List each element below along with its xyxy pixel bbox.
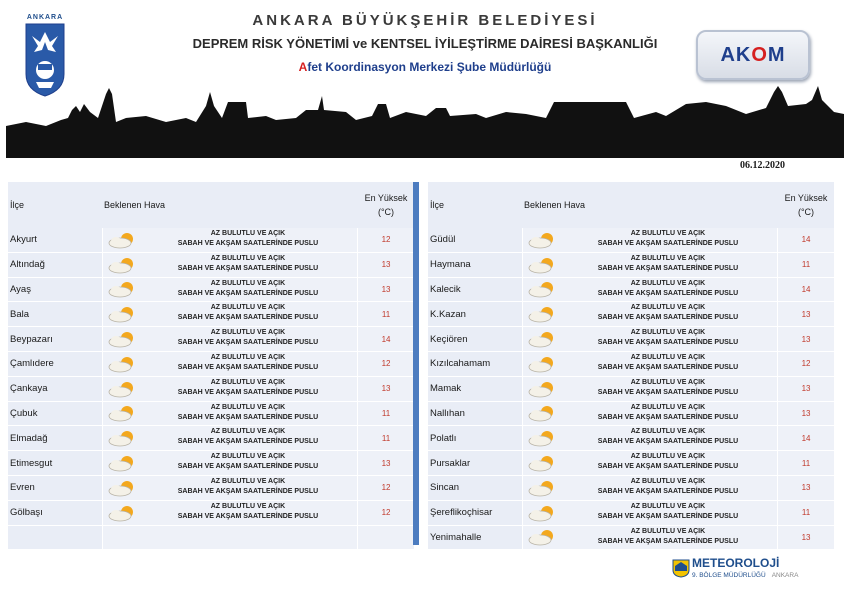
partly-cloudy-icon: [107, 329, 139, 349]
weather-line-2: SABAH VE AKŞAM SAATLERİNDE PUSLU: [597, 240, 739, 247]
district-name: Sincan: [428, 476, 522, 500]
meteoroloji-logo: [672, 556, 822, 584]
max-temp: 12: [357, 352, 414, 376]
table-row: [8, 253, 414, 278]
empty-row: [8, 526, 414, 550]
weather-line-1: AZ BULUTLU VE AÇIK: [210, 502, 286, 510]
weather-cell: [522, 253, 777, 277]
weather-line-2: SABAH VE AKŞAM SAATLERİNDE PUSLU: [177, 487, 319, 495]
partly-cloudy-icon: [527, 255, 559, 275]
ankara-skyline-icon: [6, 82, 844, 158]
table-row: [8, 451, 414, 476]
max-temp: 13: [357, 377, 414, 401]
partly-cloudy-icon: [107, 478, 139, 498]
district-name: K.Kazan: [428, 302, 522, 326]
header-max-temp-label: En Yüksek: [364, 193, 408, 203]
weather-cell: [102, 501, 357, 525]
max-temp: 11: [357, 426, 414, 450]
header-max-temp: [358, 182, 414, 228]
weather-line-2: SABAH VE AKŞAM SAATLERİNDE PUSLU: [597, 363, 739, 371]
weather-line-1: AZ BULUTLU VE AÇIK: [210, 353, 286, 361]
weather-cell: [102, 228, 357, 252]
weather-description: [139, 353, 357, 373]
weather-cell: [522, 526, 777, 550]
table-row: [428, 526, 834, 551]
weather-description: [559, 303, 777, 323]
weather-line-2: SABAH VE AKŞAM SAATLERİNDE PUSLU: [177, 413, 319, 421]
district-name: Yenimahalle: [428, 526, 522, 550]
max-temp: 12: [357, 476, 414, 500]
weather-cell: [522, 377, 777, 401]
table-header: [428, 182, 834, 228]
partly-cloudy-icon: [107, 304, 139, 324]
header: [0, 0, 850, 160]
district-name: Kalecik: [428, 278, 522, 302]
weather-cell: [102, 426, 357, 450]
table-row: [8, 278, 414, 303]
weather-line-2: SABAH VE AKŞAM SAATLERİNDE PUSLU: [177, 289, 319, 297]
partly-cloudy-icon: [527, 304, 559, 324]
weather-line-2: SABAH VE AKŞAM SAATLERİNDE PUSLU: [597, 537, 739, 545]
weather-line-1: AZ BULUTLU VE AÇIK: [630, 527, 706, 535]
partly-cloudy-icon: [107, 403, 139, 423]
weather-description: [139, 328, 357, 348]
max-temp: 11: [357, 302, 414, 326]
header-max-temp: [778, 182, 834, 228]
district-name: Çubuk: [8, 402, 102, 426]
max-temp: 11: [777, 253, 834, 277]
weather-description: [559, 427, 777, 447]
header-max-temp-unit: (°C): [377, 207, 395, 217]
header-max-temp-unit: (°C): [797, 207, 815, 217]
department-title: DEPREM RİSK YÖNETİMİ ve KENTSEL İYİLEŞTİRME DAİRESİ BAŞKANLIĞI: [192, 36, 658, 51]
meteoroloji-title: METEOROLOJİ: [692, 556, 780, 570]
weather-line-2: SABAH VE AKŞAM SAATLERİNDE PUSLU: [597, 264, 739, 272]
weather-cell: [102, 253, 357, 277]
weather-description: [559, 403, 777, 423]
max-temp: 13: [777, 377, 834, 401]
weather-line-1: AZ BULUTLU VE AÇIK: [630, 304, 706, 312]
weather-description: [139, 403, 357, 423]
page-title: ANKARA BÜYÜKŞEHİR BELEDİYESİ: [252, 12, 598, 29]
partly-cloudy-icon: [107, 255, 139, 275]
weather-line-1: AZ BULUTLU VE AÇIK: [630, 353, 706, 361]
partly-cloudy-icon: [527, 379, 559, 399]
akom-logo-ak: AK: [720, 43, 752, 66]
district-name: Beypazarı: [8, 327, 102, 351]
district-name: Elmadağ: [8, 426, 102, 450]
partly-cloudy-icon: [107, 279, 139, 299]
table-row: [8, 302, 414, 327]
weather-line-2: SABAH VE AKŞAM SAATLERİNDE PUSLU: [177, 438, 319, 446]
max-temp: 14: [777, 426, 834, 450]
weather-line-1: AZ BULUTLU VE AÇIK: [630, 502, 706, 510]
table-row: [428, 402, 834, 427]
weather-cell: [102, 377, 357, 401]
weather-line-2: SABAH VE AKŞAM SAATLERİNDE PUSLU: [597, 413, 739, 421]
weather-cell: [522, 501, 777, 525]
weather-line-1: AZ BULUTLU VE AÇIK: [210, 378, 286, 386]
forecast-table-left: [8, 182, 414, 549]
max-temp: 13: [357, 451, 414, 475]
max-temp: 12: [777, 352, 834, 376]
table-row: [428, 426, 834, 451]
weather-line-1: AZ BULUTLU VE AÇIK: [210, 477, 286, 485]
max-temp: 13: [777, 402, 834, 426]
table-divider: [413, 182, 419, 545]
weather-line-1: AZ BULUTLU VE AÇIK: [210, 329, 286, 337]
weather-line-2: SABAH VE AKŞAM SAATLERİNDE PUSLU: [177, 339, 319, 347]
weather-line-1: AZ BULUTLU VE AÇIK: [210, 230, 286, 237]
weather-cell: [522, 302, 777, 326]
weather-cell: [522, 426, 777, 450]
table-row: [8, 476, 414, 501]
partly-cloudy-icon: [527, 527, 559, 547]
branch-title-rest: fet Koordinasyon Merkezi Şube Müdürlüğü: [307, 60, 552, 74]
table-row: [428, 352, 834, 377]
table-row: [8, 327, 414, 352]
weather-description: [139, 229, 357, 249]
table-row: [8, 426, 414, 451]
weather-description: [139, 279, 357, 299]
header-district: İlçe: [10, 200, 25, 210]
partly-cloudy-icon: [107, 503, 139, 523]
weather-cell: [102, 327, 357, 351]
weather-line-2: SABAH VE AKŞAM SAATLERİNDE PUSLU: [177, 240, 319, 247]
weather-line-2: SABAH VE AKŞAM SAATLERİNDE PUSLU: [177, 363, 319, 371]
weather-line-1: AZ BULUTLU VE AÇIK: [210, 279, 286, 287]
weather-description: [139, 452, 357, 472]
district-name: Haymana: [428, 253, 522, 277]
weather-line-1: AZ BULUTLU VE AÇIK: [630, 254, 706, 262]
weather-description: [559, 254, 777, 274]
weather-line-2: SABAH VE AKŞAM SAATLERİNDE PUSLU: [597, 512, 739, 520]
weather-description: [139, 427, 357, 447]
district-name: Nallıhan: [428, 402, 522, 426]
weather-description: [559, 527, 777, 547]
table-row: [428, 228, 834, 253]
partly-cloudy-icon: [527, 329, 559, 349]
weather-cell: [522, 402, 777, 426]
weather-line-1: AZ BULUTLU VE AÇIK: [210, 453, 286, 461]
weather-line-2: SABAH VE AKŞAM SAATLERİNDE PUSLU: [177, 512, 319, 520]
district-name: Kızılcahamam: [428, 352, 522, 376]
header-district: İlçe: [430, 200, 445, 210]
weather-cell: [522, 451, 777, 475]
meteoroloji-icon: [672, 558, 690, 578]
weather-description: [139, 502, 357, 522]
table-row: [8, 377, 414, 402]
akom-logo-m: M: [767, 43, 786, 66]
district-name: Mamak: [428, 377, 522, 401]
district-name: Bala: [8, 302, 102, 326]
district-name: Güdül: [428, 228, 522, 252]
max-temp: 13: [357, 278, 414, 302]
partly-cloudy-icon: [527, 354, 559, 374]
district-name: Çankaya: [8, 377, 102, 401]
weather-line-1: AZ BULUTLU VE AÇIK: [630, 428, 706, 436]
weather-cell: [522, 278, 777, 302]
weather-line-1: AZ BULUTLU VE AÇIK: [210, 254, 286, 262]
district-name: Akyurt: [8, 228, 102, 252]
max-temp: 13: [777, 302, 834, 326]
weather-cell: [102, 451, 357, 475]
header-weather: Beklenen Hava: [524, 200, 586, 210]
weather-line-1: AZ BULUTLU VE AÇIK: [630, 329, 706, 337]
table-row: [428, 501, 834, 526]
weather-line-1: AZ BULUTLU VE AÇIK: [630, 230, 706, 237]
header-weather: Beklenen Hava: [104, 200, 166, 210]
akom-logo-o: O: [751, 43, 768, 66]
weather-cell: [102, 278, 357, 302]
max-temp: 14: [777, 228, 834, 252]
weather-cell: [102, 352, 357, 376]
weather-line-2: SABAH VE AKŞAM SAATLERİNDE PUSLU: [597, 289, 739, 297]
weather-line-2: SABAH VE AKŞAM SAATLERİNDE PUSLU: [597, 438, 739, 446]
weather-line-2: SABAH VE AKŞAM SAATLERİNDE PUSLU: [177, 314, 319, 322]
weather-description: [559, 229, 777, 249]
forecast-table-right: [428, 182, 834, 550]
district-name: Evren: [8, 476, 102, 500]
header-max-temp-label: En Yüksek: [784, 193, 828, 203]
partly-cloudy-icon: [527, 279, 559, 299]
table-row: [8, 228, 414, 253]
weather-line-1: AZ BULUTLU VE AÇIK: [630, 453, 706, 461]
weather-line-2: SABAH VE AKŞAM SAATLERİNDE PUSLU: [597, 314, 739, 322]
table-row: [428, 302, 834, 327]
district-name: Şereflikoçhisar: [428, 501, 522, 525]
district-name: Gölbaşı: [8, 501, 102, 525]
partly-cloudy-icon: [527, 478, 559, 498]
table-row: [428, 377, 834, 402]
weather-line-1: AZ BULUTLU VE AÇIK: [210, 403, 286, 411]
partly-cloudy-icon: [527, 453, 559, 473]
weather-description: [559, 353, 777, 373]
meteoroloji-city: ANKARA: [771, 572, 799, 579]
table-row: [8, 501, 414, 526]
table-row: [428, 253, 834, 278]
weather-cell: [522, 228, 777, 252]
max-temp: 13: [777, 327, 834, 351]
branch-title-initial: A: [298, 60, 308, 74]
table-row: [428, 476, 834, 501]
weather-line-2: SABAH VE AKŞAM SAATLERİNDE PUSLU: [597, 388, 739, 396]
max-temp: 12: [357, 228, 414, 252]
logo-label: ANKARA: [26, 14, 64, 21]
weather-description: [559, 477, 777, 497]
weather-cell: [102, 402, 357, 426]
weather-line-1: AZ BULUTLU VE AÇIK: [630, 403, 706, 411]
weather-description: [559, 502, 777, 522]
weather-description: [139, 378, 357, 398]
weather-line-1: AZ BULUTLU VE AÇIK: [630, 378, 706, 386]
weather-line-2: SABAH VE AKŞAM SAATLERİNDE PUSLU: [177, 388, 319, 396]
partly-cloudy-icon: [107, 354, 139, 374]
partly-cloudy-icon: [527, 503, 559, 523]
max-temp: 14: [777, 278, 834, 302]
table-row: [428, 278, 834, 303]
district-name: Pursaklar: [428, 451, 522, 475]
meteoroloji-subtitle: [692, 572, 798, 579]
max-temp: 12: [357, 501, 414, 525]
max-temp: 13: [777, 476, 834, 500]
weather-description: [139, 254, 357, 274]
weather-line-2: SABAH VE AKŞAM SAATLERİNDE PUSLU: [177, 264, 319, 272]
report-date: 06.12.2020: [740, 160, 785, 171]
weather-line-2: SABAH VE AKŞAM SAATLERİNDE PUSLU: [597, 487, 739, 495]
weather-cell: [102, 476, 357, 500]
partly-cloudy-icon: [107, 379, 139, 399]
max-temp: 13: [777, 526, 834, 550]
weather-line-1: AZ BULUTLU VE AÇIK: [210, 304, 286, 312]
weather-cell: [102, 302, 357, 326]
partly-cloudy-icon: [107, 230, 139, 250]
max-temp: 13: [357, 253, 414, 277]
max-temp: 11: [777, 501, 834, 525]
weather-cell: [522, 476, 777, 500]
max-temp: 14: [357, 327, 414, 351]
district-name: Etimesgut: [8, 451, 102, 475]
partly-cloudy-icon: [527, 428, 559, 448]
district-name: Ayaş: [8, 278, 102, 302]
weather-line-2: SABAH VE AKŞAM SAATLERİNDE PUSLU: [597, 463, 739, 471]
weather-line-1: AZ BULUTLU VE AÇIK: [630, 477, 706, 485]
table-row: [8, 402, 414, 427]
weather-description: [559, 328, 777, 348]
weather-line-1: AZ BULUTLU VE AÇIK: [630, 279, 706, 287]
partly-cloudy-icon: [527, 230, 559, 250]
weather-description: [559, 279, 777, 299]
weather-description: [559, 378, 777, 398]
weather-description: [139, 303, 357, 323]
table-row: [428, 451, 834, 476]
weather-description: [139, 477, 357, 497]
table-row: [428, 327, 834, 352]
weather-description: [559, 452, 777, 472]
table-row: [8, 352, 414, 377]
max-temp: 11: [777, 451, 834, 475]
max-temp: 11: [357, 402, 414, 426]
district-name: Polatlı: [428, 426, 522, 450]
akom-logo: [696, 30, 810, 80]
weather-cell: [522, 327, 777, 351]
table-header: [8, 182, 414, 228]
meteoroloji-region: 9. BÖLGE MÜDÜRLÜĞÜ: [692, 572, 766, 579]
weather-line-1: AZ BULUTLU VE AÇIK: [210, 428, 286, 436]
weather-line-2: SABAH VE AKŞAM SAATLERİNDE PUSLU: [177, 463, 319, 471]
partly-cloudy-icon: [107, 428, 139, 448]
weather-cell: [522, 352, 777, 376]
partly-cloudy-icon: [107, 453, 139, 473]
weather-line-2: SABAH VE AKŞAM SAATLERİNDE PUSLU: [597, 339, 739, 347]
district-name: Altındağ: [8, 253, 102, 277]
district-name: Keçiören: [428, 327, 522, 351]
partly-cloudy-icon: [527, 403, 559, 423]
district-name: Çamlıdere: [8, 352, 102, 376]
